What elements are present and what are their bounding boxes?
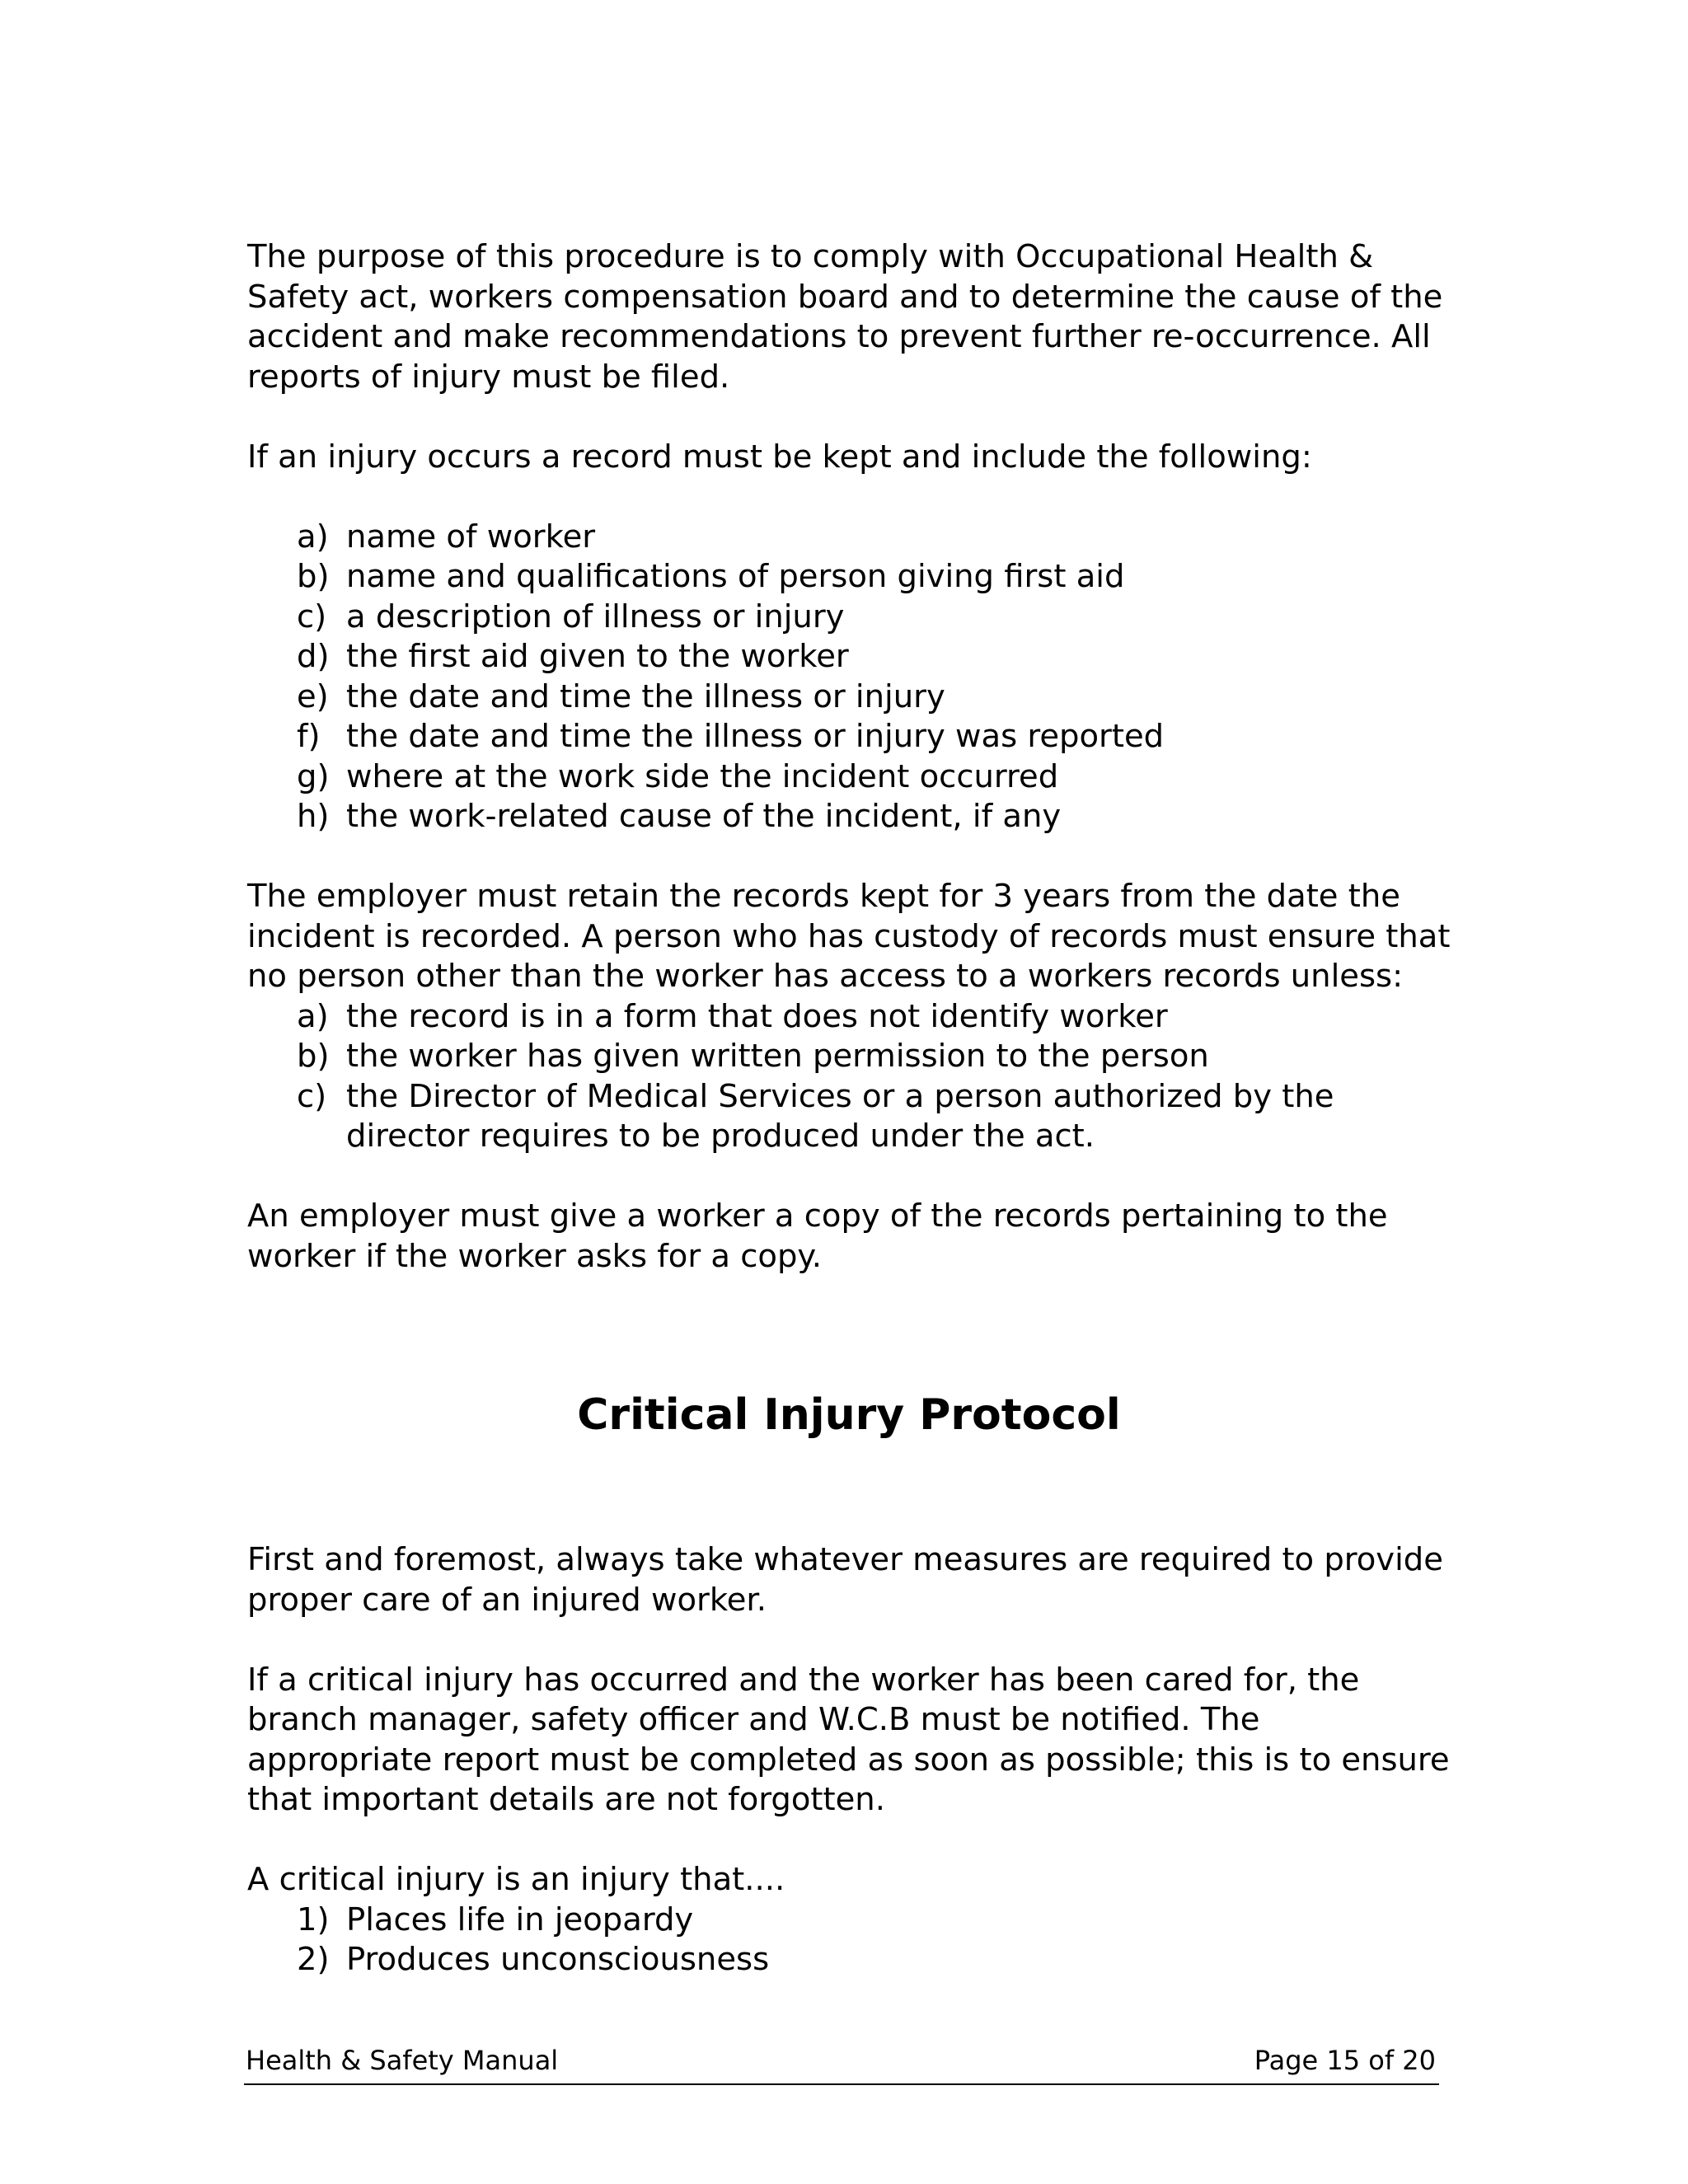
list-item-text: name and qualifications of person giving first aid (346, 558, 1125, 595)
list-marker: f) (297, 718, 321, 755)
list-marker: 1) (297, 1900, 330, 1938)
critical-injury-list (247, 1900, 1451, 1980)
list-marker: h) (297, 798, 330, 835)
notification-paragraph: If a critical injury has occurred and the worker has been cared for, the branch manager, safety officer and W.C.B must be notified. The appropriate report must be completed as soon as possible; this is to ensure that important details are not forgotten. (247, 1661, 1450, 1818)
list-item-text: the first aid given to the worker (346, 638, 849, 675)
list-item (297, 1037, 1451, 1077)
list-item (297, 717, 1451, 757)
list-marker: c) (297, 1077, 327, 1115)
list-item-text: Places life in jeopardy (346, 1900, 694, 1938)
list-item (297, 997, 1451, 1038)
list-marker: e) (297, 677, 329, 715)
list-marker: d) (297, 638, 330, 675)
list-item-text: the Director of Medical Services or a person authorized by the director requires to be produced under the act. (346, 1077, 1334, 1155)
list-item (297, 797, 1451, 837)
list-item (297, 1940, 1451, 1980)
list-item-text: Produces unconsciousness (346, 1941, 770, 1978)
list-marker: c) (297, 598, 327, 635)
list-marker: 2) (297, 1941, 330, 1978)
page-footer (244, 2041, 1439, 2085)
purpose-paragraph: The purpose of this procedure is to comply with Occupational Health & Safety act, workers compensation board and to determine the cause of the accident and make recommendations to prevent further re-occurrence. All reports of injury must be filed. (247, 238, 1443, 396)
list-marker: a) (297, 518, 329, 555)
list-item-text: the date and time the illness or injury was reported (346, 718, 1165, 755)
footer-page-number: Page 15 of 20 (1254, 2045, 1436, 2076)
footer-document-title: Health & Safety Manual (246, 2045, 559, 2076)
list-item (297, 677, 1451, 718)
list-item (297, 518, 1451, 558)
definition-paragraph: A critical injury is an injury that.... (247, 1861, 785, 1898)
list-marker: a) (297, 997, 329, 1035)
record-requirements-list (247, 518, 1451, 837)
record-intro-paragraph: If an injury occurs a record must be kept and include the following: (247, 438, 1312, 476)
page-content (247, 237, 1451, 1980)
list-item-text: where at the work side the incident occurred (346, 757, 1059, 795)
list-item (297, 557, 1451, 598)
list-item-text: the worker has given written permission to the person (346, 1038, 1209, 1075)
first-measures-paragraph: First and foremost, always take whatever measures are required to provide proper care of an injured worker. (247, 1541, 1443, 1619)
list-marker: b) (297, 558, 330, 595)
record-access-list (247, 997, 1451, 1157)
list-item-text: name of worker (346, 518, 596, 555)
retention-paragraph: The employer must retain the records kept for 3 years from the date the incident is recorded. A person who has custody of records must ensure that no person other than the worker has access to a workers records unless: (247, 878, 1451, 995)
list-item-text: the date and time the illness or injury (346, 677, 945, 715)
list-item (297, 598, 1451, 638)
list-item (297, 1900, 1451, 1941)
list-item (297, 637, 1451, 677)
list-marker: g) (297, 757, 330, 795)
list-item (297, 1077, 1451, 1157)
section-heading: Critical Injury Protocol (577, 1390, 1121, 1440)
list-item (297, 757, 1451, 798)
list-item-text: the record is in a form that does not identify worker (346, 997, 1168, 1035)
copy-paragraph: An employer must give a worker a copy of the records pertaining to the worker if the worker asks for a copy. (247, 1197, 1388, 1275)
list-item-text: a description of illness or injury (346, 598, 845, 635)
list-item-text: the work-related cause of the incident, if any (346, 798, 1062, 835)
list-marker: b) (297, 1038, 330, 1075)
